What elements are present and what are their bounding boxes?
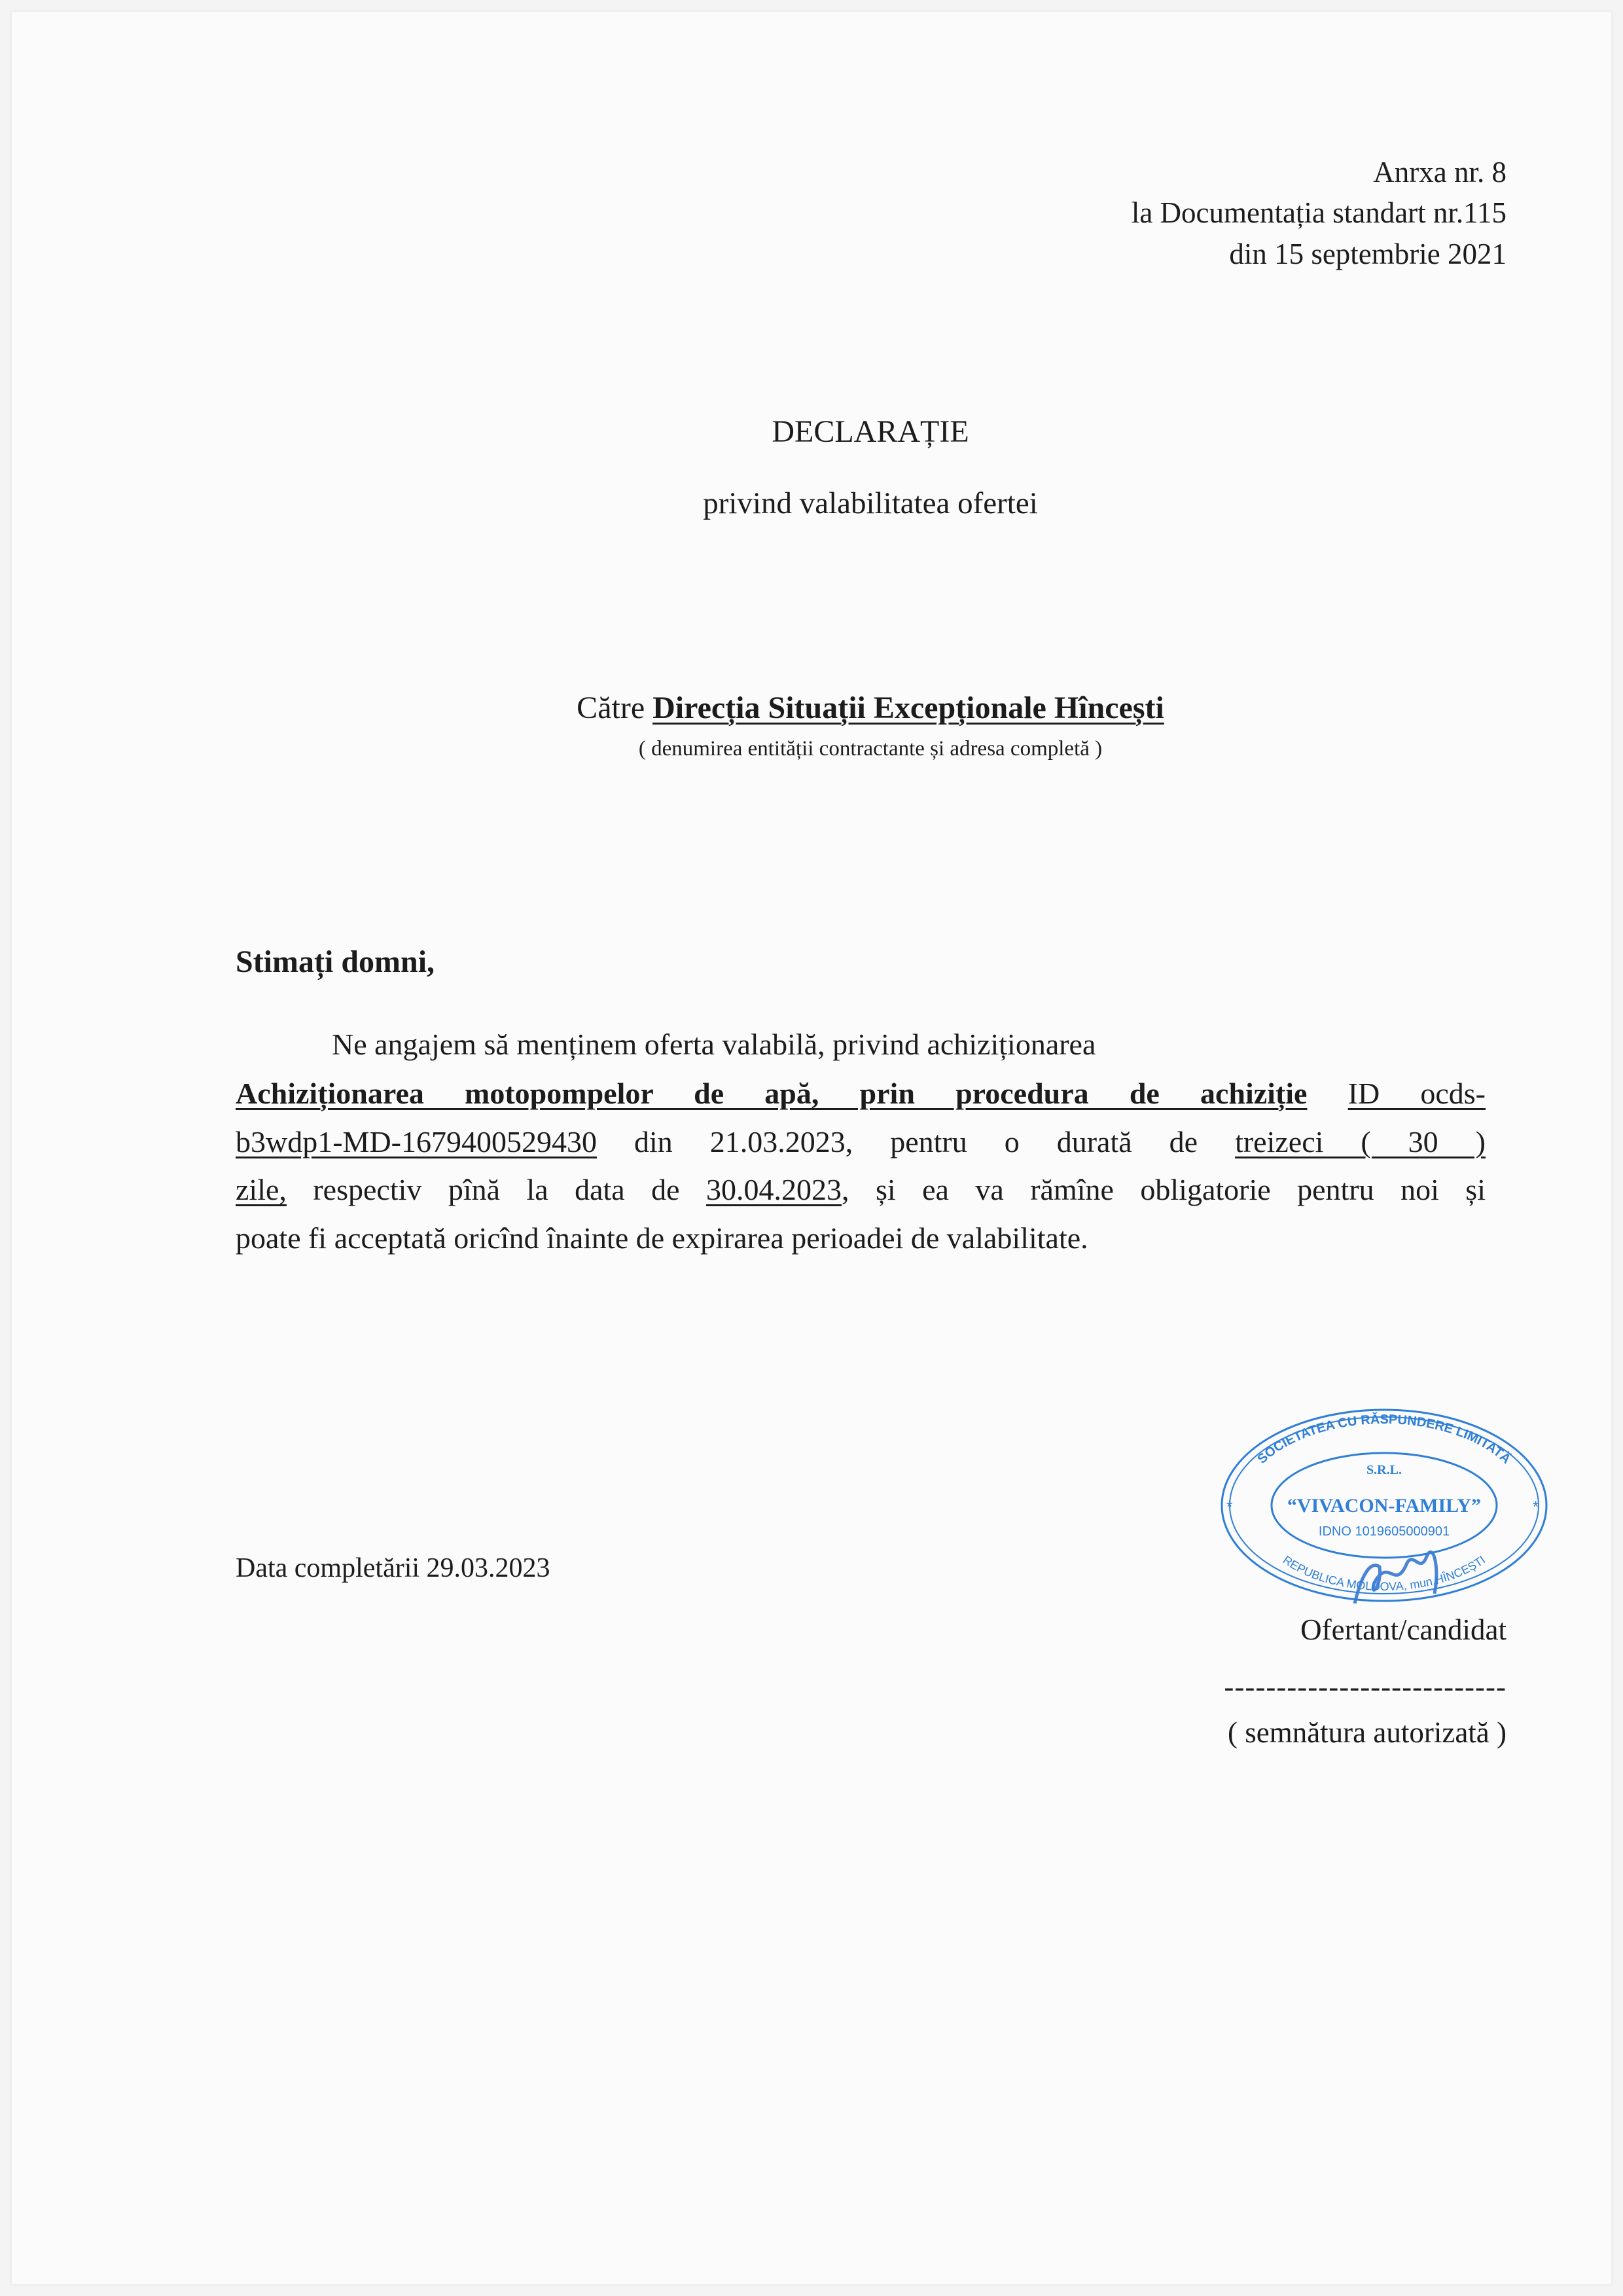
body-text: respectiv pînă la data de <box>286 1173 707 1206</box>
recipient-hint: ( denumirea entității contractante și adresa completă ) <box>638 737 1103 761</box>
stamp-bottom-text: REPUBLICA MOLDOVA, mun.HÎNCEȘTI <box>1280 1553 1488 1594</box>
signature-caption: ( semnătura autorizată ) <box>1227 1716 1507 1749</box>
recipient-prefix: Către <box>577 691 645 725</box>
body-line-5: poate fi acceptată oricînd înainte de expirarea perioadei de valabilitate. <box>236 1221 1088 1255</box>
signature-line: --------------------------- <box>1224 1670 1507 1703</box>
procurement-id-part2: b3wdp1-MD-1679400529430 <box>236 1125 597 1158</box>
company-stamp <box>1217 1407 1551 1604</box>
validity-duration-unit: zile, <box>236 1173 287 1206</box>
svg-text:*: * <box>1226 1498 1233 1516</box>
body-line-2 <box>236 1079 1486 1109</box>
body-text: , și ea va rămîne obligatorie pentru noi și <box>842 1173 1486 1206</box>
documentation-date: din 15 septembrie 2021 <box>1229 238 1507 270</box>
procurement-title: Achiziționarea motopompelor de apă, prin procedura de achiziție <box>236 1077 1308 1110</box>
recipient-name: Direcția Situații Excepționale Hîncești <box>652 691 1164 725</box>
stamp-srl: S.R.L. <box>1366 1463 1402 1477</box>
body-line-4 <box>236 1175 1486 1205</box>
signatory-role: Ofertant/candidat <box>1300 1613 1507 1646</box>
body-text: din 21.03.2023, pentru o durată de <box>596 1125 1236 1158</box>
document-subtitle: privind valabilitatea ofertei <box>703 486 1038 520</box>
svg-text:SOCIETATEA CU RĂSPUNDERE LIMIT <box>1255 1412 1514 1467</box>
procurement-id-part1: ID ocds- <box>1347 1077 1486 1110</box>
validity-duration: treizeci ( 30 ) <box>1235 1125 1486 1158</box>
stamp-company: “VIVACON-FAMILY” <box>1287 1495 1482 1516</box>
stamp-outer-text: SOCIETATEA CU RĂSPUNDERE LIMITATĂ <box>1255 1412 1514 1467</box>
annex-number: Anrxa nr. 8 <box>1373 156 1507 188</box>
recipient-line <box>0 692 1623 724</box>
stamp-idno: IDNO 1019605000901 <box>1318 1524 1450 1539</box>
validity-end-date: 30.04.2023 <box>706 1173 842 1206</box>
documentation-reference: la Documentația standart nr.115 <box>1131 196 1507 229</box>
svg-text:*: * <box>1533 1498 1539 1516</box>
document-title: DECLARAȚIE <box>772 414 969 449</box>
body-line-1: Ne angajem să menținem oferta valabilă, privind achiziționarea <box>332 1028 1096 1061</box>
salutation: Stimați domni, <box>236 944 435 979</box>
completion-date: Data completării 29.03.2023 <box>236 1553 550 1583</box>
body-line-3 <box>236 1127 1486 1157</box>
